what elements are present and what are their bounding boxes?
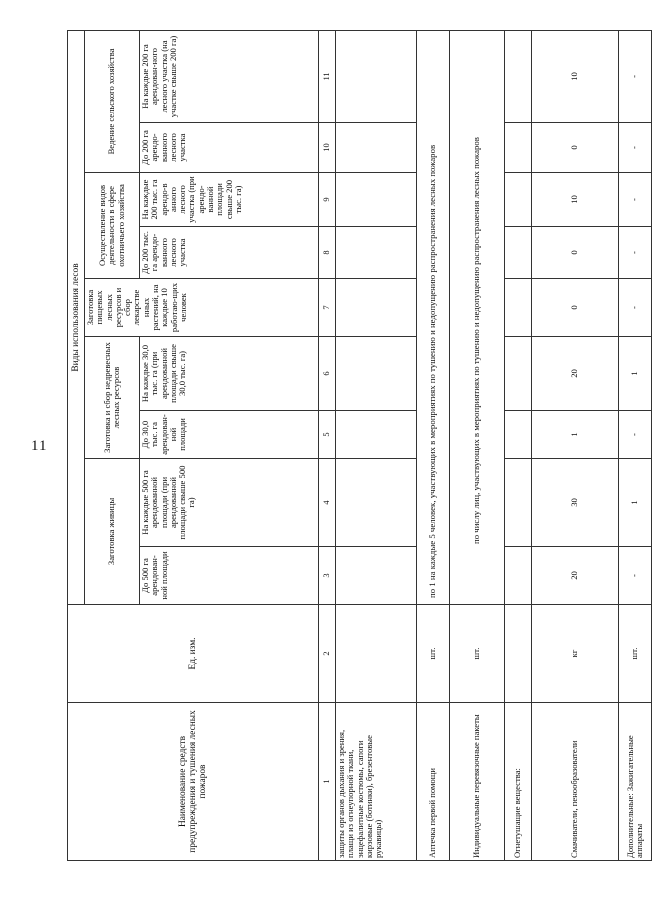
header-hunting-sub-2: На каждые 200 тыс. га арендо-в анного лесного участка (при арендо-ванной площади свыше 200 тыс. га) (140, 173, 319, 227)
row-value: 0 (532, 123, 619, 173)
row-unit (336, 605, 417, 703)
header-group-hunting: Осуществление видов деятельности в сфере охотничьего хозяйства (85, 173, 140, 279)
column-number-row (319, 30, 336, 860)
page-number: 11 (31, 438, 48, 454)
row-value (505, 411, 532, 459)
header-agri-sub-2: На каждые 200 га арендован-ного лесного участка (на участке свыше 200 га) (140, 30, 319, 122)
table-row (450, 30, 505, 860)
row-value: - (619, 411, 652, 459)
row-value: 1 (532, 411, 619, 459)
table-row (417, 30, 450, 860)
header-hunting-sub-1: До 200 тыс. га арендо-ванного лесного участка (140, 227, 319, 279)
table-row (505, 30, 532, 860)
row-value (505, 279, 532, 337)
row-value: - (619, 123, 652, 173)
row-name: Дополнительные: Зажигательные аппараты (619, 703, 652, 861)
header-unit: Ед. изм. (68, 605, 319, 703)
row-value (336, 411, 417, 459)
row-name: защиты органов дыхания и зрения, плащи из огнеупорной ткани, энцефалитные костюмы, сапоги кирзовые (ботинки), брезентовые рукавицы) (336, 703, 417, 861)
header-group-resin: Заготовка живицы (85, 459, 140, 605)
header-agri-sub-1: До 200 га арендо-ванного лесного участка (140, 123, 319, 173)
header-resin-sub-1: До 500 га арендован-ной площади (140, 547, 319, 605)
row-value: 20 (532, 547, 619, 605)
row-value (505, 173, 532, 227)
header-nontimber-sub-2: На каждые 30,0 тыс. га (при арендованной площади свыше 30,0 тыс. га) (140, 337, 319, 411)
row-value (336, 337, 417, 411)
row-value: 1 (619, 337, 652, 411)
row-unit: шт. (619, 605, 652, 703)
row-value (336, 279, 417, 337)
col-number: 7 (319, 279, 336, 337)
row-value: - (619, 279, 652, 337)
col-number: 4 (319, 459, 336, 547)
table-row (619, 30, 652, 860)
row-value: 20 (532, 337, 619, 411)
row-value: 1 (619, 459, 652, 547)
row-value: - (619, 30, 652, 122)
header-group-nontimber: Заготовка и сбор недревесных лесных ресурсов (85, 337, 140, 459)
col-number: 8 (319, 227, 336, 279)
row-value: 10 (532, 30, 619, 122)
row-name: Аптечка первой помощи (417, 703, 450, 861)
row-value (336, 30, 417, 122)
header-row-1 (68, 30, 85, 860)
row-value (505, 30, 532, 122)
header-name: Наименование средств предупреждения и тушения лесных пожаров (68, 703, 319, 861)
header-nontimber-sub-1: До 30,0 тыс. га арендован-ной площади (140, 411, 319, 459)
table-row (532, 30, 619, 860)
header-group-title: Виды использования лесов (68, 30, 85, 604)
col-number: 1 (319, 703, 336, 861)
row-unit: кг (532, 605, 619, 703)
row-value: 0 (532, 227, 619, 279)
row-unit: шт. (417, 605, 450, 703)
col-number: 6 (319, 337, 336, 411)
row-value (505, 547, 532, 605)
row-value: 10 (532, 173, 619, 227)
row-value (336, 227, 417, 279)
row-unit: шт. (450, 605, 505, 703)
row-name: Смачиватели, пенообразователи (532, 703, 619, 861)
row-value: - (619, 227, 652, 279)
row-value (336, 459, 417, 547)
row-value: 30 (532, 459, 619, 547)
header-group-agriculture: Ведение сельского хозяйства (85, 30, 140, 172)
row-value (336, 123, 417, 173)
row-value (505, 337, 532, 411)
col-number: 9 (319, 173, 336, 227)
row-value (336, 173, 417, 227)
row-value: - (619, 173, 652, 227)
row-value (505, 459, 532, 547)
header-group-food: Заготовка пищевых лесных ресурсов и сбор лекарстве нных растений, на каждые 10 работаю-щих человек (85, 279, 319, 337)
row-span-text: по 1 на каждые 5 человек, участвующих в мероприятиях по тушению и недопущению распространения лесных пожаров (417, 30, 450, 604)
table-row (336, 30, 417, 860)
col-number: 10 (319, 123, 336, 173)
row-name: Индивидуальные перевязочные пакеты (450, 703, 505, 861)
row-value: - (619, 547, 652, 605)
fire-equipment-table (67, 30, 652, 861)
col-number: 11 (319, 30, 336, 122)
col-number: 3 (319, 547, 336, 605)
row-name: Огнетушащие вещества: (505, 703, 532, 861)
row-span-text: по числу лиц, участвующих в мероприятиях по тушению и недопущению распространения лесных пожаров (450, 30, 505, 604)
col-number: 2 (319, 605, 336, 703)
col-number: 5 (319, 411, 336, 459)
row-value: 0 (532, 279, 619, 337)
row-unit (505, 605, 532, 703)
row-value (336, 547, 417, 605)
row-value (505, 227, 532, 279)
row-value (505, 123, 532, 173)
rotated-table-container (67, 31, 644, 861)
header-resin-sub-2: На каждые 500 га арендованной площади (при арендованной площади свыше 500 га) (140, 459, 319, 547)
